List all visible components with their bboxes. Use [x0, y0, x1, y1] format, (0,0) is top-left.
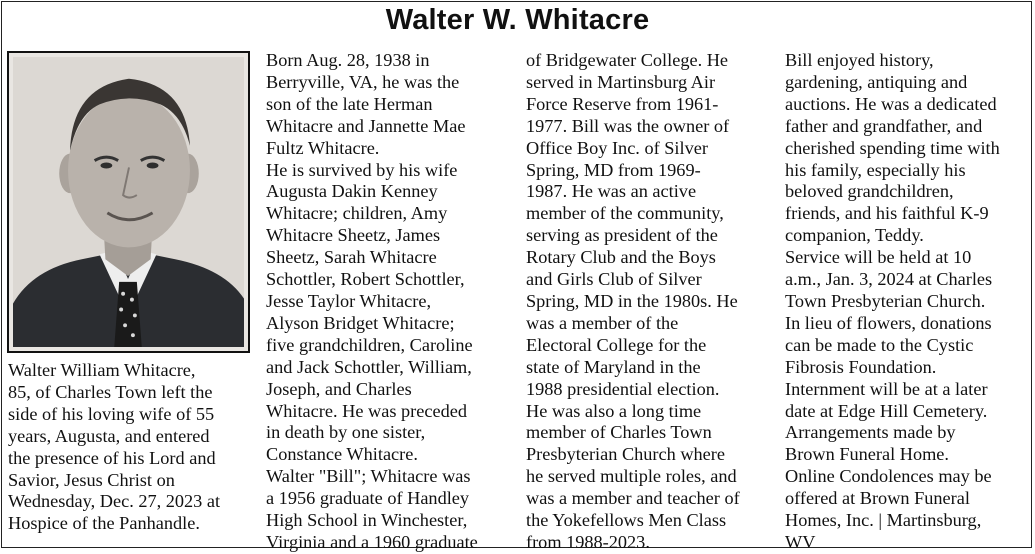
- obituary-column-4: Bill enjoyed history, gardening, antiquing and auctions. He was a dedicated father and grandfather, and cherished spending time with his family, especially his beloved grandchildren, friends, and his faithful K-9 companion, Teddy. Service will be held at 10 a.m., Jan. 3, 2024 at Charles Town Presbyterian Church. In lieu of flowers, donations can be made to the Cystic Fibrosis Foundation. Internment will be at a later date at Edge Hill Cemetery. Arrangements made by Brown Funeral Home. Online Condolences may be offered at Brown Funeral Homes, Inc. | Martinsburg, WV: [785, 50, 1000, 552]
- obituary-column-1: Walter William Whitacre, 85, of Charles Town left the side of his loving wife of 55 years, Augusta, and entered the presence of his Lord and Savior, Jesus Christ on Wednesday, Dec. 27, 2023 at Hospice of the Panhandle.: [8, 360, 221, 534]
- obituary-title: Walter W. Whitacre: [385, 4, 650, 36]
- obituary-column-2: Born Aug. 28, 1938 in Berryville, VA, he was the son of the late Herman Whitacre and Jannette Mae Fultz Whitacre. He is survived by his wife Augusta Dakin Kenney Whitacre; children, Amy Whitacre Sheetz, James Sheetz, Sarah Whitacre Schottler, Robert Schottler, Jesse Taylor Whitacre, Alyson Bridget Whitacre; five grandchildren, Caroline and Jack Schottler, William, Joseph, and Charles Whitacre. He was preceded in death by one sister, Constance Whitacre. Walter "Bill"; Whitacre was a 1956 graduate of Handley High School in Winchester, Virginia and a 1960 graduate: [266, 50, 478, 552]
- obituary-column-3: of Bridgewater College. He served in Martinsburg Air Force Reserve from 1961- 1977. Bill was the owner of Office Boy Inc. of Silver Spring, MD from 1969- 1987. He was an active member of the community, serving as president of the Rotary Club and the Boys and Girls Club of Silver Spring, MD in the 1980s. He was a member of the Electoral College for the state of Maryland in the 1988 presidential election. He was also a long time member of Charles Town Presbyterian Church where he served multiple roles, and was a member and teacher of the Yokefellows Men Class from 1988-2023.: [526, 50, 740, 552]
- portrait-photo: [13, 57, 244, 347]
- portrait-photo-frame: [7, 51, 250, 353]
